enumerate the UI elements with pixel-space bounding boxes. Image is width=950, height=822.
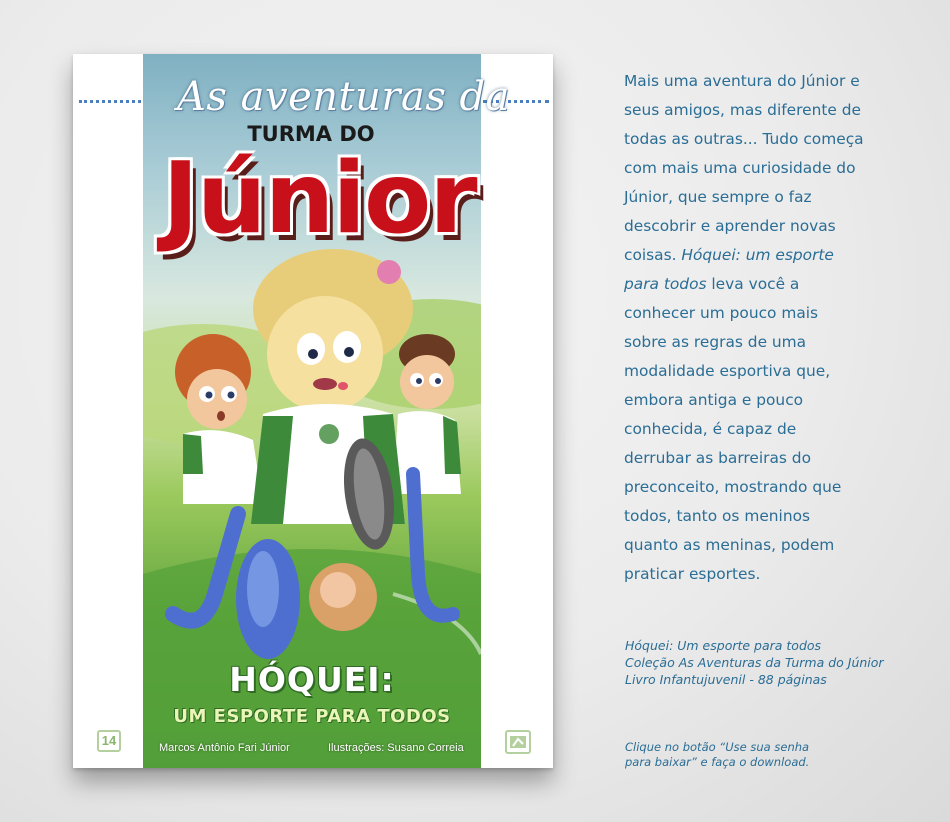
metadata-collection: Coleção As Aventuras da Turma do Júnior <box>625 655 884 670</box>
book-description <box>624 67 864 589</box>
book-title: HÓQUEI: <box>229 660 395 699</box>
book-cover <box>73 54 553 768</box>
illustrator-name: Ilustrações: Susano Correia <box>328 742 464 754</box>
description-intro: Mais uma aventura do Júnior e seus amigos, mas diferente de todas as outras... Tudo começa com mais uma curiosidade do Júnior, que sempre o faz descobrir e aprender novas coisas. <box>624 72 864 264</box>
title-top: TURMA DO <box>247 122 375 146</box>
dotted-line-left <box>79 100 141 103</box>
age-rating-badge: 14 <box>97 730 121 752</box>
download-note-line1: Clique no botão “Use sua senha <box>625 740 810 754</box>
title-main: Júnior <box>162 142 476 256</box>
metadata-title: Hóquei: Um esporte para todos <box>625 638 822 653</box>
download-note-line2: para baixar” e faça o download. <box>625 754 810 769</box>
book-subtitle: UM ESPORTE PARA TODOS <box>173 706 451 727</box>
description-book-title: Hóquei: um esporte para todos <box>624 246 834 293</box>
download-note <box>625 740 885 769</box>
metadata-pages: Livro Infantujuvenil - 88 páginas <box>625 672 827 687</box>
series-title: As aventuras da <box>177 74 511 120</box>
description-rest: leva você a conhecer um pouco mais sobre as regras de uma modalidade esportiva que, embora antiga e pouco conhecida, é capaz de derrubar as barreiras do preconceito, mostrando que todos, tanto os meninos quanto as meninas, podem praticar esportes. <box>624 275 842 583</box>
publisher-logo-icon <box>505 730 531 754</box>
book-metadata <box>625 637 925 688</box>
author-name: Marcos Antônio Fari Júnior <box>159 742 290 754</box>
